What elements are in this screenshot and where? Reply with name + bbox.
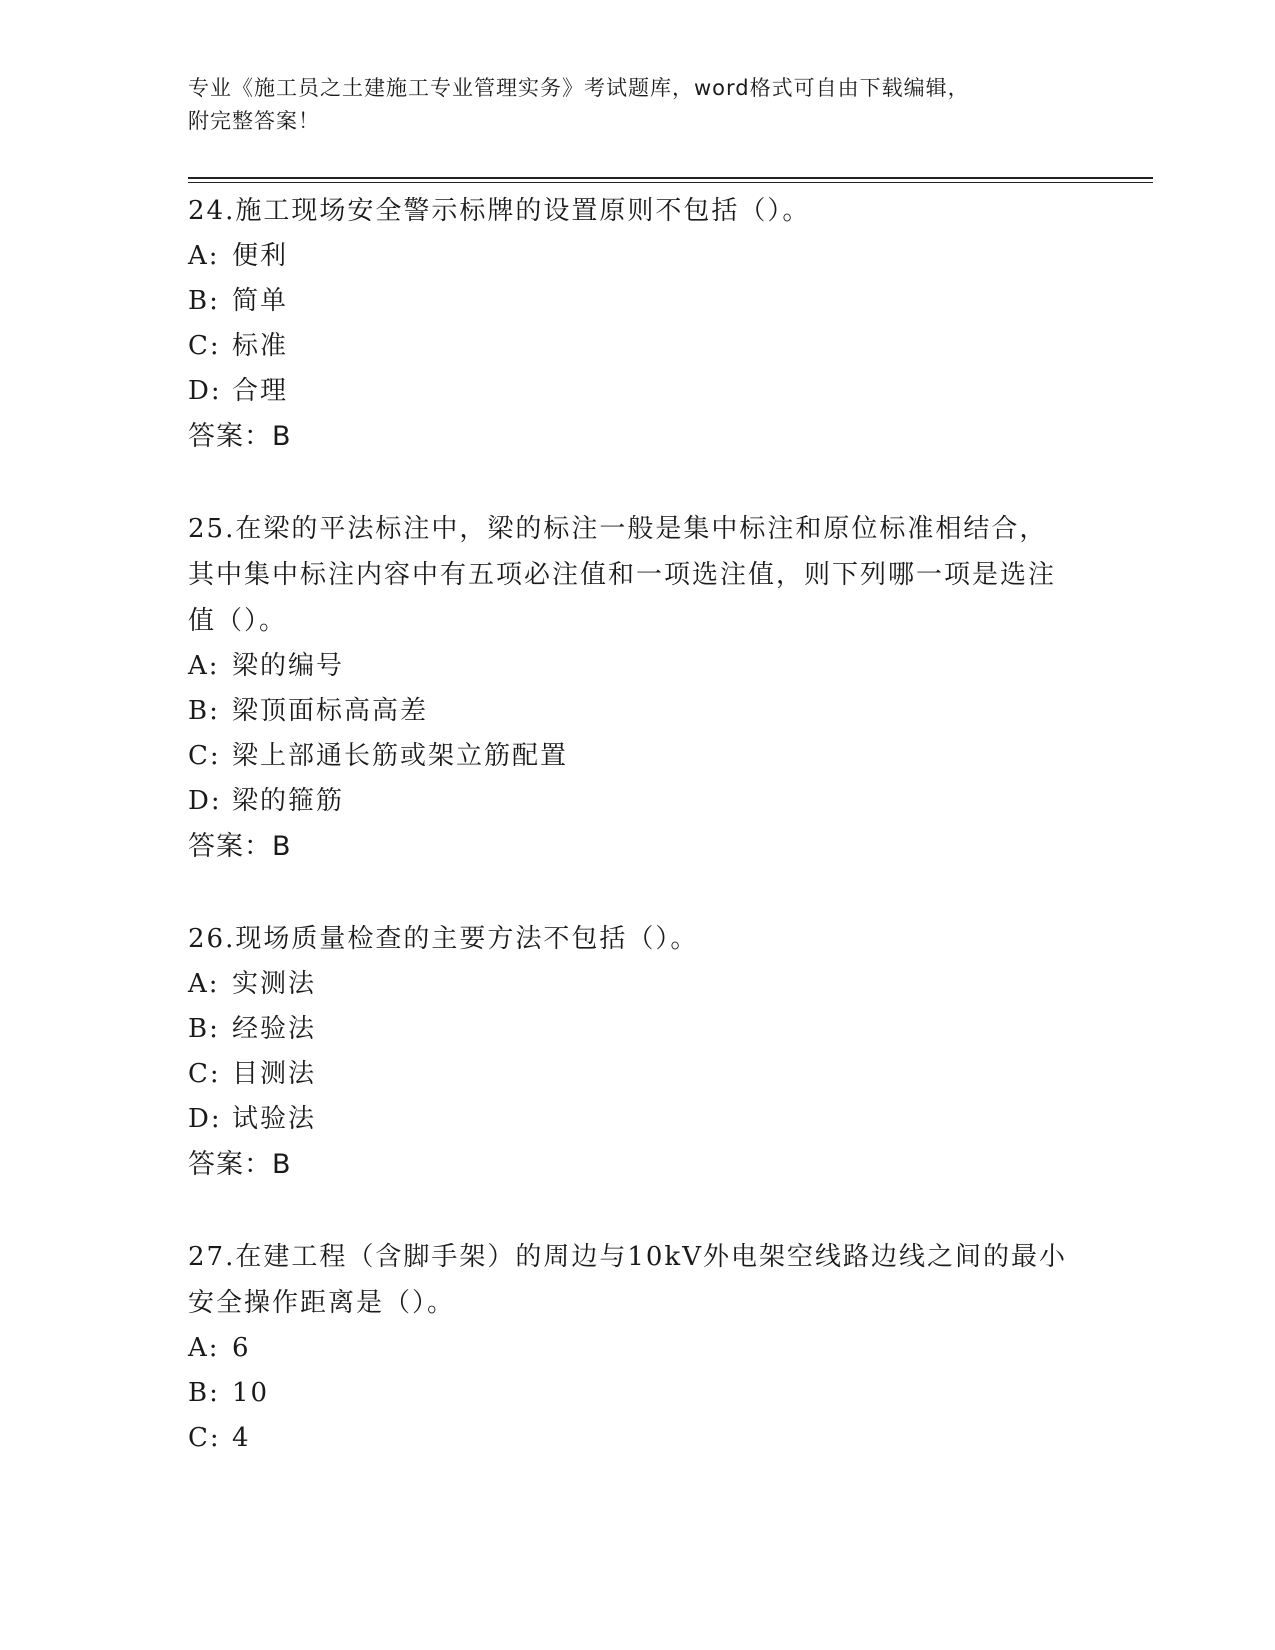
option-b	[188, 1371, 1068, 1416]
option-text: 合理	[232, 376, 289, 406]
option-text: 实测法	[232, 969, 317, 999]
option-text: 梁的编号	[232, 651, 345, 681]
question-26	[188, 916, 1068, 1188]
option-label: A:	[188, 651, 220, 681]
header-divider-thick	[188, 177, 1153, 179]
option-label: D:	[188, 376, 222, 406]
option-text: 梁顶面标高高差	[232, 696, 429, 726]
option-text: 简单	[232, 286, 289, 316]
option-label: A:	[188, 1333, 220, 1363]
option-c	[188, 1052, 1068, 1097]
question-25	[188, 506, 1068, 870]
question-list	[188, 188, 1068, 1507]
option-a	[188, 962, 1068, 1007]
option-label: B:	[188, 286, 220, 316]
document-header	[188, 72, 1088, 138]
question-stem: 27.在建工程（含脚手架）的周边与10kV外电架空线路边线之间的最小安全操作距离是（）。	[188, 1242, 1067, 1318]
option-text: 梁的箍筋	[232, 786, 345, 816]
option-label: B:	[188, 696, 220, 726]
option-c	[188, 1416, 1068, 1461]
option-label: B:	[188, 1014, 220, 1044]
option-a	[188, 234, 1068, 279]
option-text: 目测法	[232, 1059, 317, 1089]
option-text: 6	[232, 1333, 251, 1363]
option-text: 10	[232, 1378, 270, 1408]
option-label: D:	[188, 786, 222, 816]
option-b	[188, 1007, 1068, 1052]
header-line-2: 附完整答案！	[188, 109, 320, 133]
option-text: 标准	[232, 331, 289, 361]
option-label: D:	[188, 1104, 222, 1134]
option-c	[188, 324, 1068, 369]
option-label: A:	[188, 969, 220, 999]
answer-line: 答案：B	[188, 831, 292, 862]
option-label: C:	[188, 1423, 221, 1453]
option-d	[188, 369, 1068, 414]
question-stem: 25.在梁的平法标注中，梁的标注一般是集中标注和原位标准相结合，其中集中标注内容中有五项必注值和一项选注值，则下列哪一项是选注值（）。	[188, 514, 1057, 636]
option-a	[188, 1326, 1068, 1371]
option-b	[188, 689, 1068, 734]
option-label: C:	[188, 331, 221, 361]
option-text: 便利	[232, 241, 289, 271]
header-divider-thin	[188, 182, 1153, 183]
option-c	[188, 734, 1068, 779]
option-text: 梁上部通长筋或架立筋配置	[232, 741, 569, 771]
option-text: 试验法	[232, 1104, 317, 1134]
option-label: C:	[188, 741, 221, 771]
option-label: A:	[188, 241, 220, 271]
question-27	[188, 1234, 1068, 1461]
answer-line: 答案：B	[188, 1149, 292, 1180]
option-text: 4	[232, 1423, 251, 1453]
option-d	[188, 779, 1068, 824]
option-text: 经验法	[232, 1014, 317, 1044]
question-24	[188, 188, 1068, 460]
option-b	[188, 279, 1068, 324]
option-a	[188, 644, 1068, 689]
header-line-1: 专业《施工员之土建施工专业管理实务》考试题库，word格式可自由下载编辑，	[188, 76, 970, 100]
answer-line: 答案：B	[188, 421, 292, 452]
option-label: C:	[188, 1059, 221, 1089]
option-d	[188, 1097, 1068, 1142]
question-stem: 24.施工现场安全警示标牌的设置原则不包括（）。	[188, 196, 811, 226]
question-stem: 26.现场质量检查的主要方法不包括（）。	[188, 924, 699, 954]
option-label: B:	[188, 1378, 220, 1408]
